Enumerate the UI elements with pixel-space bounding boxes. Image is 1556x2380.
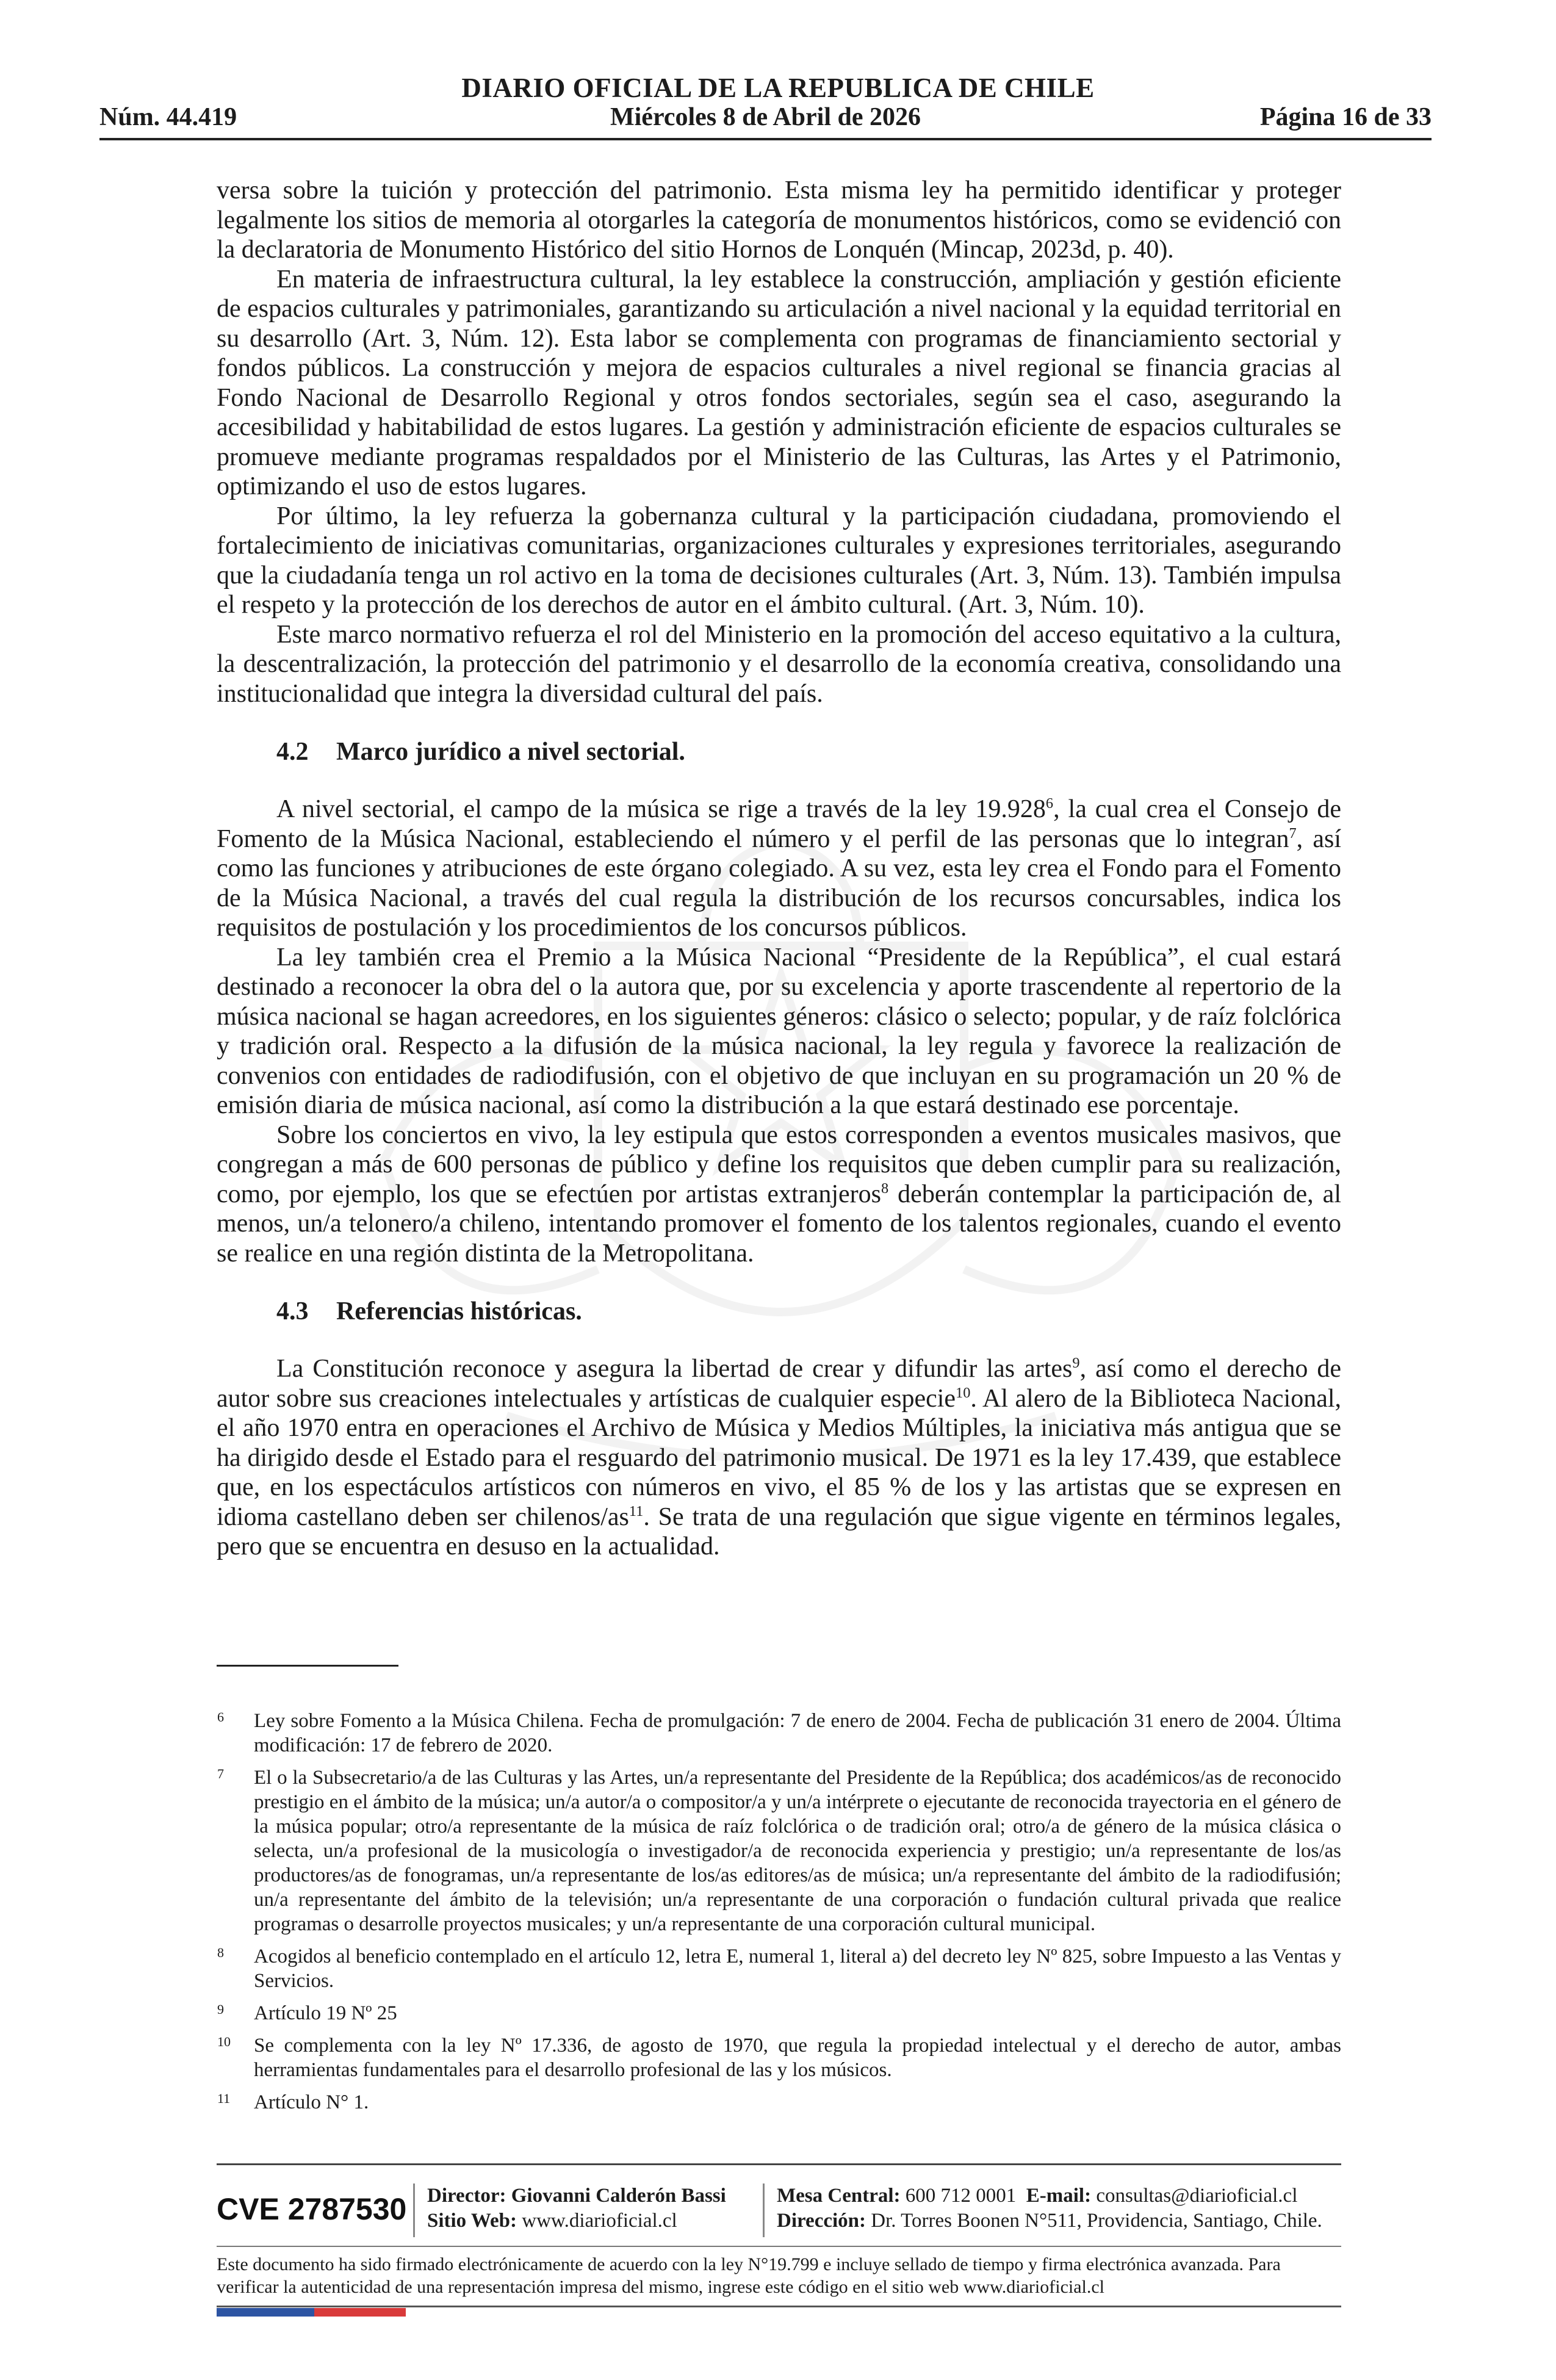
director-name: Giovanni Calderón Bassi — [511, 2185, 726, 2207]
contact-line — [777, 2183, 1322, 2209]
mesa-phone: 600 712 0001 — [905, 2185, 1017, 2207]
email-link[interactable]: consultas@diarioficial.cl — [1096, 2185, 1298, 2207]
footnote — [217, 2001, 1341, 2025]
header-divider — [99, 138, 1432, 140]
paragraph-text: Sobre los conciertos en vivo, la ley estipula que estos corresponden a eventos musicales masivos, que congregan a más de 600 personas de público y define los requisitos que deben cumplir para su realización, como, por ejemplo, los que se efectúen por artistas extranjeros — [217, 1120, 1341, 1208]
footer-divider — [217, 2163, 1341, 2165]
website-label: Sitio Web: — [427, 2210, 517, 2232]
footer-director-block — [427, 2183, 726, 2234]
paragraph-text: A nivel sectorial, el campo de la música se rige a través de la ley 19.928 — [276, 795, 1046, 823]
issue-date: Miércoles 8 de Abril de 2026 — [610, 103, 921, 131]
website-link[interactable]: www.diarioficial.cl — [522, 2210, 677, 2232]
section-number: 4.2 — [276, 738, 309, 766]
paragraph: En materia de infraestructura cultural, la ley establece la construcción, ampliación y gestión eficiente de espacios culturales y patrimoniales, garantizando su articulación a nivel nacional y la equidad territorial en su desarrollo (Art. 3, Núm. 12). Esta labor se complementa con programas de financiamiento sectorial y fondos públicos. La construcción y mejora de espacios culturales a nivel regional se financia gracias al Fondo Nacional de Desarrollo Regional y otros fondos sectoriales, según sea el caso, asegurando la accesibilidad y habitabilidad de estos lugares. La gestión y administración eficiente de espacios culturales se promueve mediante programas respaldados por el Ministerio de las Culturas, las Artes y el Patrimonio, optimizando el uso de estos lugares. — [217, 265, 1341, 500]
paragraph-text: , la cual crea el Consejo de Fomento de la Música Nacional, estableciendo el número y el perfil de las personas que lo integran — [217, 795, 1341, 853]
paragraph-text: . Al alero de la Biblioteca Nacional, el año 1970 entra en operaciones el Archivo de Música y Medios Múltiples, la iniciativa más antigua que se ha dirigido desde el Estado para el resguardo del patrimonio musical. De 1971 es la ley 17.439, que establece que, en los espectáculos artísticos con números en vivo, el 85 % de los y las artistas que se expresen en idioma castellano deben ser chilenos/as — [217, 1384, 1342, 1531]
paragraph — [217, 795, 1341, 943]
mesa-label: Mesa Central: — [777, 2185, 901, 2207]
paragraph-text: deberán contemplar la participación de, al menos, un/a telonero/a chileno, intentando promover el fomento de los talentos regionales, cuando el evento se realice en una región distinta de la Metropolitana. — [217, 1180, 1341, 1268]
footnotes — [217, 1709, 1341, 2122]
address-label: Dirección: — [777, 2210, 866, 2232]
footer-separator — [763, 2183, 765, 2237]
footnote-ref[interactable]: 7 — [1289, 824, 1297, 842]
footnote-ref[interactable]: 8 — [881, 1180, 889, 1197]
footer-contact-block — [777, 2183, 1322, 2234]
paragraph — [217, 1120, 1341, 1269]
footnote — [217, 2090, 1341, 2115]
footer-separator — [413, 2183, 415, 2237]
footnote-text: Acogidos al beneficio contemplado en el artículo 12, letra E, numeral 1, literal a) del decreto ley Nº 825, sobre Impuesto a las Ventas y Servicios. — [254, 1945, 1341, 1992]
footnote-number: 10 — [217, 2034, 231, 2049]
page-number: Página 16 de 33 — [1259, 103, 1432, 131]
header-row — [99, 103, 1432, 137]
footnote-text: Ley sobre Fomento a la Música Chilena. Fecha de promulgación: 7 de enero de 2004. Fecha de publicación 31 enero de 2004. Última modificación: 17 de febrero de 2020. — [254, 1710, 1341, 1756]
footnote — [217, 1765, 1341, 1936]
footnote-number: 6 — [217, 1709, 224, 1725]
paragraph-text: La Constitución reconoce y asegura la libertad de crear y difundir las artes — [276, 1355, 1073, 1383]
paragraph-text: , así como el derecho de autor sobre sus creaciones intelectuales y artísticas de cualquier especie — [217, 1355, 1341, 1413]
footnote-text: El o la Subsecretario/a de las Culturas y las Artes, un/a representante del Presidente de la República; dos académicos/as de reconocido prestigio en el ámbito de la música; un/a autor/a o compositor/a y un/a intérprete o ejecutante de reconocida trayectoria en el género de la música popular; otro/a representante de la música de raíz folclórica o de tradición oral; otro/a de género de la música clásica o selecta, un/a profesional de la musicología o investigador/a de reconocida experiencia y prestigio; un/a representante de los/as productores/as de fonogramas, un/a representante de los/as editores/as de música; un/a representante del ámbito de la radiodifusión; un/a representante del ámbito de la televisión; un/a representante de una corporación o fundación cultural privada que realice programas o desarrolle proyectos musicales; y un/a representante de una corporación cultural municipal. — [254, 1767, 1341, 1935]
footnote-divider — [217, 1665, 398, 1667]
footer — [217, 2179, 1341, 2246]
cve-code: CVE 2787530 — [217, 2192, 407, 2226]
address-value: Dr. Torres Boonen N°511, Providencia, Santiago, Chile. — [871, 2210, 1322, 2232]
footnote-text: Artículo 19 Nº 25 — [254, 2002, 397, 2024]
footer-divider — [217, 2306, 1341, 2307]
section-title: Referencias históricas. — [336, 1297, 582, 1325]
footnote-text: Se complementa con la ley Nº 17.336, de agosto de 1970, que regula la propiedad intelectual y el derecho de autor, ambas herramientas fundamentales para el desarrollo profesional de las y los músicos. — [254, 2035, 1341, 2081]
director-label: Director: — [427, 2185, 506, 2207]
paragraph: versa sobre la tuición y protección del patrimonio. Esta misma ley ha permitido identificar y proteger legalmente los sitios de memoria al otorgarles la categoría de monumentos históricos, como se evidenció con la declaratoria de Monumento Histórico del sitio Hornos de Lonquén (Mincap, 2023d, p. 40). — [217, 176, 1341, 264]
issue-number: Núm. 44.419 — [99, 103, 237, 131]
paragraph — [217, 1354, 1341, 1562]
footnote — [217, 1944, 1341, 1993]
gazette-title: DIARIO OFICIAL DE LA REPUBLICA DE CHILE — [461, 73, 1095, 103]
paragraph: La ley también crea el Premio a la Música Nacional “Presidente de la República”, el cual estará destinado a reconocer la obra del o la autora que, por su excelencia y aporte trascendente al repertorio de la música nacional se hagan acreedores, en los siguientes géneros: clásico o selecto; popular, y de raíz folclórica y tradición oral. Respecto a la difusión de la música nacional, la ley regula y favorece la realización de convenios con entidades de radiodifusión, con el objetivo de que incluyan en su programación un 20 % de emisión diaria de música nacional, así como la distribución a la que estará destinado ese porcentaje. — [217, 943, 1341, 1119]
footnote-ref[interactable]: 6 — [1045, 795, 1054, 812]
flag-stripe-red — [314, 2308, 406, 2317]
section-heading-4-2 — [217, 737, 1341, 766]
email-label: E-mail: — [1026, 2185, 1092, 2207]
footnote-text: Artículo N° 1. — [254, 2091, 369, 2113]
paragraph-text: , así como las funciones y atribuciones de este órgano colegiado. A su vez, esta ley crea el Fondo para el Fomento de la Música Nacional, a través del cual regula la distribución de los recursos concursables, indica los requisitos de postulación y los procedimientos de los concursos públicos. — [217, 824, 1341, 942]
section-number: 4.3 — [276, 1297, 309, 1325]
section-heading-4-3 — [217, 1297, 1341, 1326]
website-line — [427, 2209, 726, 2234]
footnote-number: 9 — [217, 2002, 224, 2017]
footnote-number: 7 — [217, 1766, 224, 1781]
director-line — [427, 2183, 726, 2209]
footnote-ref[interactable]: 10 — [956, 1384, 971, 1401]
section-title: Marco jurídico a nivel sectorial. — [336, 738, 685, 766]
footer-divider — [217, 2246, 1341, 2247]
paragraph: Este marco normativo refuerza el rol del Ministerio en la promoción del acceso equitativo a la cultura, la descentralización, la protección del patrimonio y el desarrollo de la economía creativa, consolidando una institucionalidad que integra la diversidad cultural del país. — [217, 620, 1341, 708]
footnote-ref[interactable]: 9 — [1072, 1355, 1080, 1371]
footnote-ref[interactable]: 11 — [629, 1502, 644, 1520]
flag-stripe-blue — [217, 2308, 314, 2317]
footnote — [217, 1709, 1341, 1758]
footnote-number: 8 — [217, 1945, 224, 1960]
paragraph: Por último, la ley refuerza la gobernanza cultural y la participación ciudadana, promoviendo el fortalecimiento de iniciativas comunitarias, organizaciones culturales y expresiones territoriales, asegurando que la ciudadanía tenga un rol activo en la toma de decisiones culturales (Art. 3, Núm. 13). También impulsa el respeto y la protección de los derechos de autor en el ámbito cultural. (Art. 3, Núm. 10). — [217, 502, 1341, 619]
electronic-signature-notice: Este documento ha sido firmado electrónicamente de acuerdo con la ley N°19.799 e incluye sellado de tiempo y firma electrónica avanzada. Para verificar la autenticidad de una representación impresa del mismo, ingrese este código en el sitio web www.diarioficial.cl — [217, 2254, 1281, 2297]
footnote-number: 11 — [217, 2091, 231, 2106]
footnote — [217, 2033, 1341, 2082]
address-line — [777, 2209, 1322, 2234]
paragraph-text: . Se trata de una regulación que sigue vigente en términos legales, pero que se encuentra en desuso en la actualidad. — [217, 1502, 1341, 1560]
article-body — [217, 176, 1341, 1562]
